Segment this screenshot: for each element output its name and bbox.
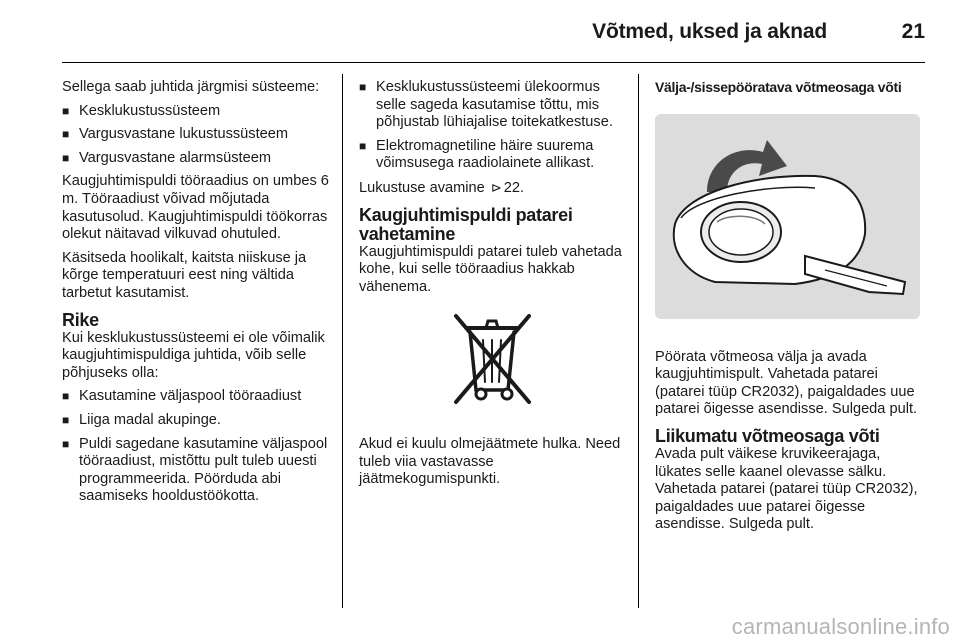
column-divider-2 [638, 74, 639, 608]
battery-heading: Kaugjuhtimispuldi patarei vahetamine [359, 204, 573, 244]
unlock-reference[interactable] [359, 179, 624, 198]
page-number: 21 [901, 20, 925, 43]
system-item: ■ Vargusvastane lukustussüsteem [62, 126, 334, 144]
crossed-out-bin-icon [443, 310, 541, 408]
fixed-key-heading: Liikumatu võtmeosaga võti [655, 425, 880, 446]
site-watermark: carmanualsonline.info [731, 614, 950, 639]
disposal-text: Akud ei kuulu olmejäätmete hulka. Need tuleb viia vastavasse jäätmekogumispunkti. [359, 435, 621, 488]
column-1 [62, 79, 334, 512]
page-ref-icon: ⊳ [490, 179, 502, 195]
disposal-symbol [359, 310, 624, 414]
fault-intro: Kui kesklukustussüsteemi ei ole võimalik kaugjuhtimispuldiga juhtida, võib selle põhjuseks olla: [62, 329, 325, 381]
fault-cause-item: ■ Kasutamine väljaspool tööraadiust [62, 388, 334, 406]
intro-text: Sellega saab juhtida järgmisi süsteeme: [62, 79, 320, 95]
fault-cause-item: ■ Puldi sagedane kasutamine väljaspool tööraadiust, mistõttu pult tuleb uuesti programmeerida. Pöörduda abi saamiseks hooldustöökotta. [62, 436, 334, 506]
fault-heading: Rike [62, 309, 99, 330]
flip-key-heading: Välja-/sissepööratava võtmeosaga võti [655, 79, 902, 95]
fault-cause-item: ■ Elektromagnetiline häire suurema võimsusega raadiolainete allikast. [359, 138, 624, 173]
flip-key-text: Pöörata võtmeosa välja ja avada kaugjuhtimispult. Vahetada patarei (patarei tüüp CR2032), paigaldades uue patarei õigesse asendisse. Sulgeda pult. [655, 348, 918, 418]
fixed-key-text: Avada pult väikese kruvikeerajaga, lükates selle kaanel olevasse sälku. Vahetada patarei (patarei tüüp CR2032), paigaldades uue patarei õigesse asendisse. Sulgeda pult. [655, 445, 918, 533]
fault-cause-item: ■ Kesklukustussüsteemi ülekoormus selle sageda kasutamise tõttu, mis põhjustab lühiajalise toitekatkestuse. [359, 79, 624, 132]
header-divider [62, 62, 925, 63]
battery-text: Kaugjuhtimispuldi patarei tuleb vahetada kohe, kui selle tööraadius hakkab vähenema. [359, 243, 622, 295]
system-item: ■ Vargusvastane alarmsüsteem [62, 150, 334, 168]
unlock-text: Lukustuse avamine [359, 179, 485, 196]
column-2 [359, 79, 624, 495]
range-text: Kaugjuhtimispuldi tööraadius on umbes 6 m. Tööraadiust võivad mõjutada kasutusolud. Kaugjuhtimispuldi töökorras olekut näitavad vilkuvad ohutuled. [62, 173, 329, 243]
section-title: Võtmed, uksed ja aknad [592, 20, 827, 43]
system-item: ■ Kesklukustussüsteem [62, 103, 334, 121]
care-text: Käsitseda hoolikalt, kaitsta niiskuse ja kõrge temperatuuri eest ning vältida tarbetut kasutamist. [62, 249, 307, 301]
fault-cause-item: ■ Liiga madal akupinge. [62, 412, 334, 430]
unlock-ref-page[interactable]: 22. [503, 179, 525, 196]
key-battery-illustration [655, 114, 925, 325]
column-3 [655, 79, 925, 540]
column-divider-1 [342, 74, 343, 608]
